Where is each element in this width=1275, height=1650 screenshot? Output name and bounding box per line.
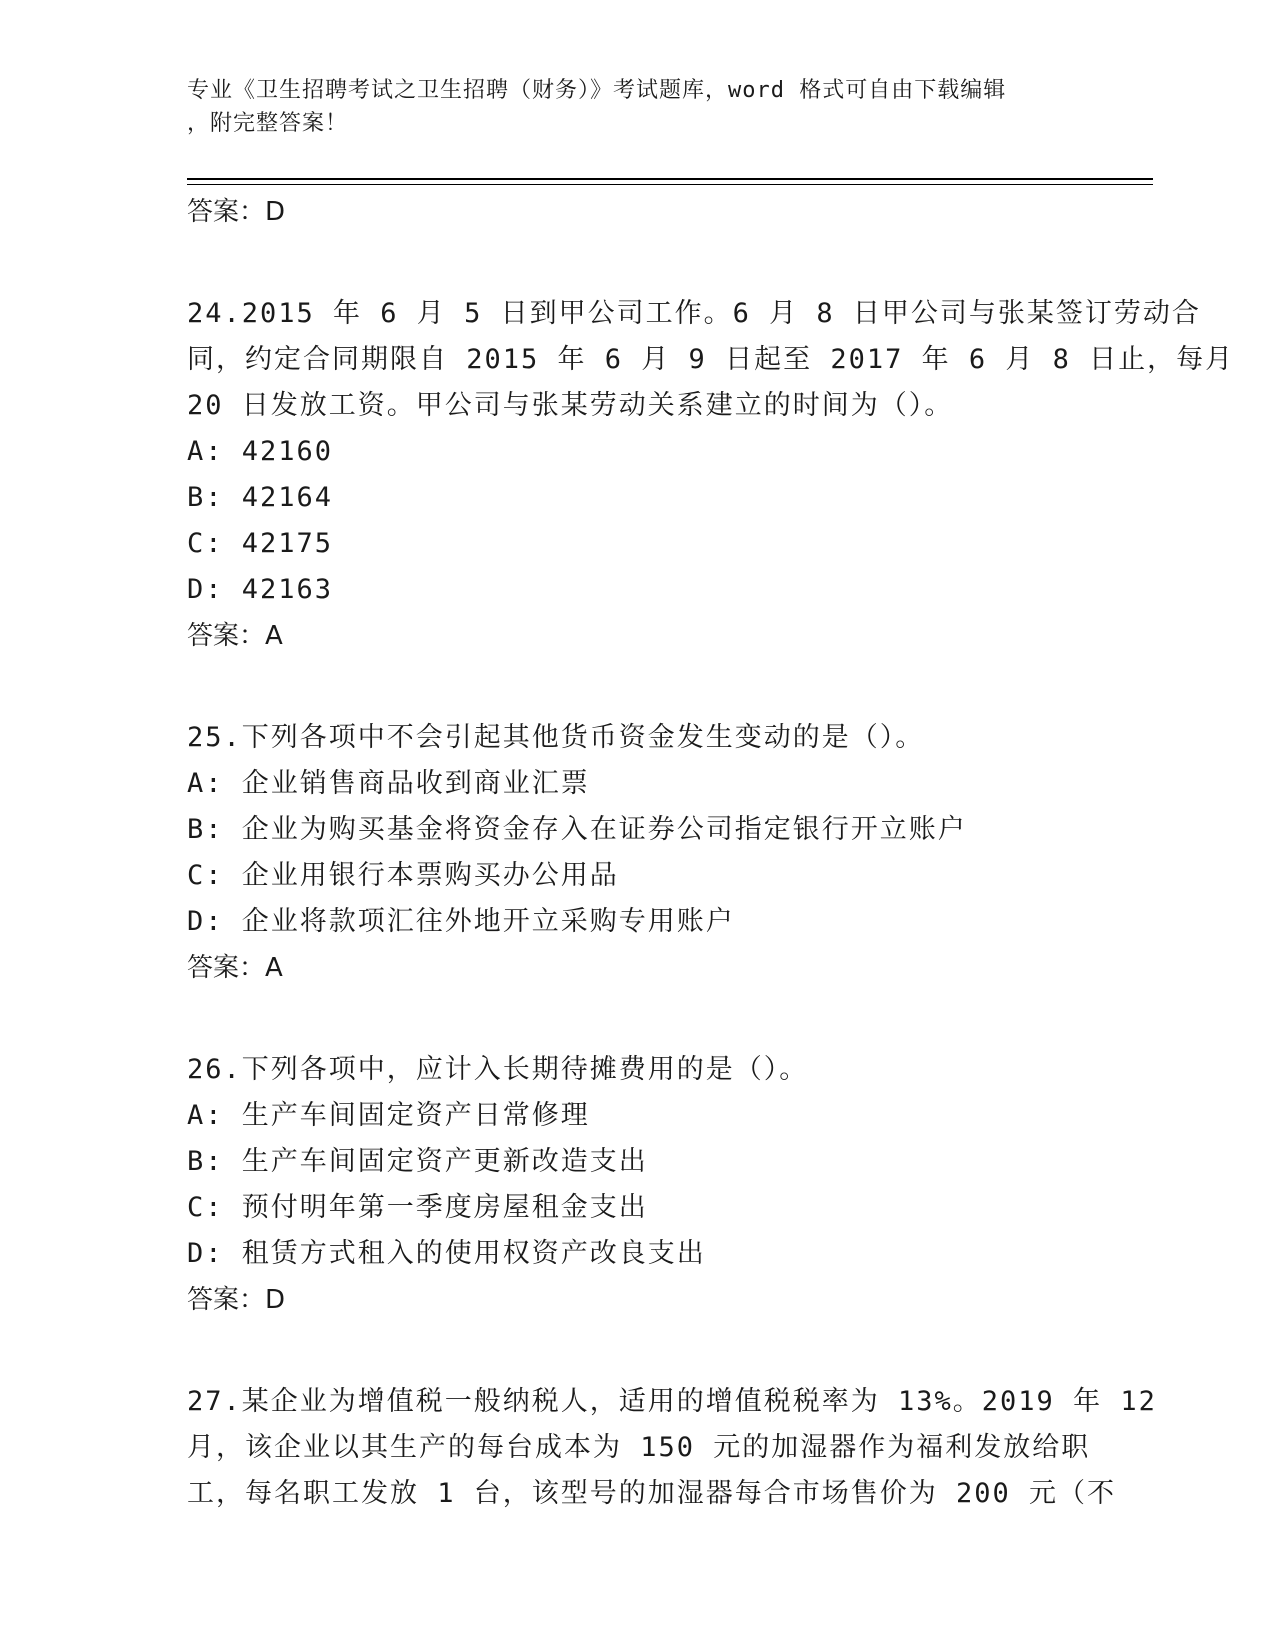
question-stem-line: 20 日发放工资。甲公司与张某劳动关系建立的时间为（）。 [187, 390, 954, 421]
question-stem-line: 工，每名职工发放 1 台，该型号的加湿器每合市场售价为 200 元（不 [187, 1478, 1117, 1509]
previous-answer: 答案：D [187, 197, 286, 227]
question-24 [187, 291, 1235, 659]
option-c: C: 42175 [187, 528, 334, 559]
question-stem-line: 25.下列各项中不会引起其他货币资金发生变动的是（）。 [187, 722, 925, 753]
document-body [187, 189, 1235, 1517]
option-b: B: 生产车间固定资产更新改造支出 [187, 1146, 648, 1177]
question-26 [187, 1047, 1087, 1323]
question-stem-line: 24.2015 年 6 月 5 日到甲公司工作。6 月 8 日甲公司与张某签订劳动合 [187, 298, 1201, 329]
option-b: B: 企业为购买基金将资金存入在证券公司指定银行开立账户 [187, 814, 967, 845]
answer-line: 答案：A [187, 621, 283, 651]
question-stem-line: 月，该企业以其生产的每台成本为 150 元的加湿器作为福利发放给职 [187, 1432, 1091, 1463]
option-d: D: 租赁方式租入的使用权资产改良支出 [187, 1238, 706, 1269]
question-stem-line: 26.下列各项中，应计入长期待摊费用的是（）。 [187, 1054, 809, 1085]
option-a: A: 企业销售商品收到商业汇票 [187, 768, 590, 799]
header-rule-thick [187, 178, 1153, 180]
document-header [187, 74, 1087, 140]
option-c: C: 企业用银行本票购买办公用品 [187, 860, 619, 891]
option-d: D: 企业将款项汇往外地开立采购专用账户 [187, 906, 735, 937]
header-rule-thin [187, 184, 1153, 185]
question-stem-line: 同，约定合同期限自 2015 年 6 月 9 日起至 2017 年 6 月 8 日止，每月 [187, 344, 1235, 375]
question-stem-line: 27.某企业为增值税一般纳税人，适用的增值税税率为 13%。2019 年 12 [187, 1386, 1157, 1417]
answer-line: 答案：D [187, 1285, 286, 1315]
answer-line: 答案：A [187, 953, 283, 983]
header-line-2: ，附完整答案！ [187, 111, 349, 136]
option-d: D: 42163 [187, 574, 334, 605]
option-c: C: 预付明年第一季度房屋租金支出 [187, 1192, 648, 1223]
option-a: A: 生产车间固定资产日常修理 [187, 1100, 590, 1131]
option-a: A: 42160 [187, 436, 334, 467]
option-b: B: 42164 [187, 482, 334, 513]
question-25 [187, 715, 1087, 991]
question-27 [187, 1379, 1157, 1517]
header-line-1: 专业《卫生招聘考试之卫生招聘（财务）》考试题库，word 格式可自由下载编辑 [187, 78, 1007, 103]
